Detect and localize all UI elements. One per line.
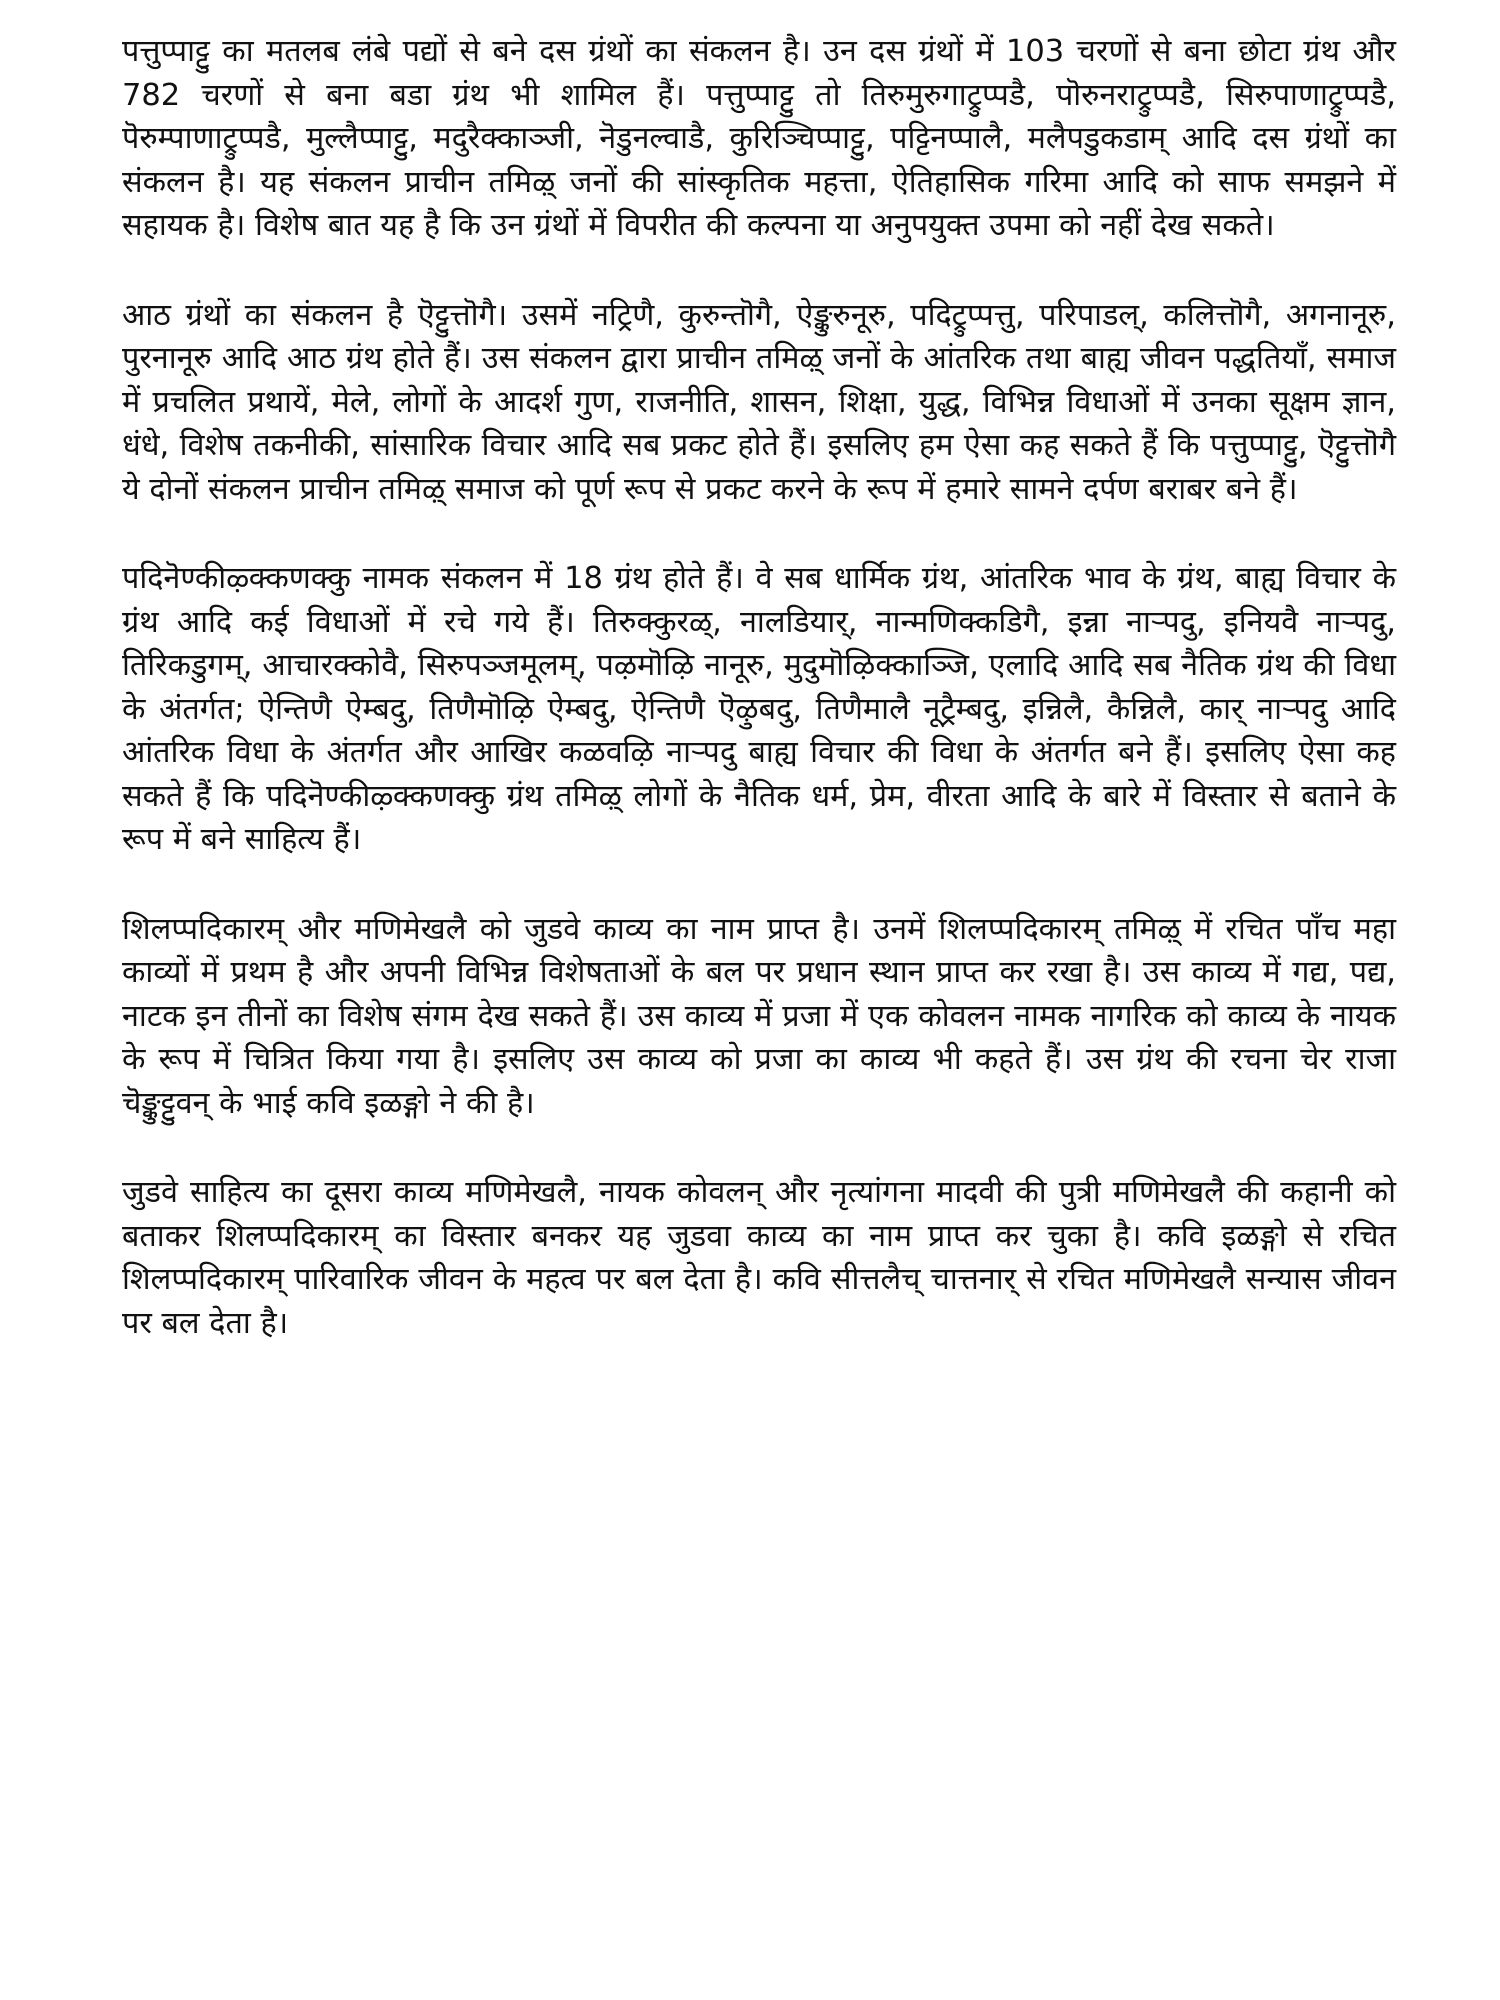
- paragraph-pattuppattu: पत्तुप्पाट्टु का मतलब लंबे पद्यों से बने दस ग्रंथों का संकलन है। उन दस ग्रंथों में 103 चरणों से बना छोटा ग्रंथ और 782 चरणों से बना बडा ग्रंथ भी शामिल हैं। पत्तुप्पाट्टु तो तिरुमुरुगाट्रुप्पडै, पॊरुनराट्रुप्पडै, सिरुपाणाट्रुप्पडै, पॆरुम्पाणाट्रुप्पडै, मुल्लैप्पाट्टु, मदुरैक्काञ्जी, नॆडुनल्वाडै, कुरिञ्चिप्पाट्टु, पट्टिनप्पालै, मलैपडुकडाम् आदि दस ग्रंथों का संकलन है। यह संकलन प्राचीन तमिऴ् जनों की सांस्कृतिक महत्ता, ऐतिहासिक गरिमा आदि को साफ समझने में सहायक है। विशेष बात यह है कि उन ग्रंथों में विपरीत की कल्पना या अनुपयुक्त उपमा को नहीं देख सकते।: [122, 34, 1396, 243]
- paragraph-silappadikaram: शिलप्पदिकारम् और मणिमेखलै को जुडवे काव्य का नाम प्राप्त है। उनमें शिलप्पदिकारम् तमिऴ् में रचित पाँच महा काव्यों में प्रथम है और अपनी विभिन्न विशेषताओं के बल पर प्रधान स्थान प्राप्त कर रखा है। उस काव्य में गद्य, पद्य, नाटक इन तीनों का विशेष संगम देख सकते हैं। उस काव्य में प्रजा में एक कोवलन नामक नागरिक को काव्य के नायक के रूप में चित्रित किया गया है। इसलिए उस काव्य को प्रजा का काव्य भी कहते हैं। उस ग्रंथ की रचना चेर राजा चॆङ्कुट्टुवन् के भाई कवि इळङ्गो ने की है।: [122, 911, 1396, 1121]
- paragraph-padinenkilkanakku: पदिनॆण्कीऴ्क्कणक्कु नामक संकलन में 18 ग्रंथ होते हैं। वे सब धार्मिक ग्रंथ, आंतरिक भाव के ग्रंथ, बाह्य विचार के ग्रंथ आदि कई विधाओं में रचे गये हैं। तिरुक्कुरळ्, नालडियार्, नान्मणिक्कडिगै, इन्ना नाऱ्पदु, इनियवै नाऱ्पदु, तिरिकडुगम्, आचारक्कोवै, सिरुपञ्जमूलम्, पऴमॊऴि नानूरु, मुदुमॊऴिक्काञ्जि, एलादि आदि सब नैतिक ग्रंथ की विधा के अंतर्गत; ऐन्तिणै ऐम्बदु, तिणैमॊऴि ऐम्बदु, ऐन्तिणै ऎऴुबदु, तिणैमालै नूट्रैम्बदु, इन्निलै, कैन्निलै, कार् नाऱ्पदु आदि आंतरिक विधा के अंतर्गत और आखिर कळवऴि नाऱ्पदु बाह्य विचार की विधा के अंतर्गत बने हैं। इसलिए ऐसा कह सकते हैं कि पदिनॆण्कीऴ्क्कणक्कु ग्रंथ तमिऴ् लोगों के नैतिक धर्म, प्रेम, वीरता आदि के बारे में विस्तार से बताने के रूप में बने साहित्य हैं।: [122, 561, 1396, 857]
- document-page: [122, 30, 1396, 1345]
- paragraph-ettuttogai: आठ ग्रंथों का संकलन है ऎट्टुत्तॊगै। उसमें नट्रिणै, कुरुन्तॊगै, ऐङ्कुरुनूरु, पदिट्रुप्पत्तु, परिपाडल्, कलित्तॊगै, अगनानूरु, पुरनानूरु आदि आठ ग्रंथ होते हैं। उस संकलन द्वारा प्राचीन तमिऴ् जनों के आंतरिक तथा बाह्य जीवन पद्धतियाँ, समाज में प्रचलित प्रथायें, मेले, लोगों के आदर्श गुण, राजनीति, शासन, शिक्षा, युद्ध, विभिन्न विधाओं में उनका सूक्षम ज्ञान, धंधे, विशेष तकनीकी, सांसारिक विचार आदि सब प्रकट होते हैं। इसलिए हम ऐसा कह सकते हैं कि पत्तुप्पाट्टु, ऎट्टुत्तॊगै ये दोनों संकलन प्राचीन तमिऴ् समाज को पूर्ण रूप से प्रकट करने के रूप में हमारे सामने दर्पण बराबर बने हैं।: [122, 297, 1396, 507]
- paragraph-manimekalai: जुडवे साहित्य का दूसरा काव्य मणिमेखलै, नायक कोवलन् और नृत्यांगना मादवी की पुत्री मणिमेखलै की कहानी को बताकर शिलप्पदिकारम् का विस्तार बनकर यह जुडवा काव्य का नाम प्राप्त कर चुका है। कवि इळङ्गो से रचित शिलप्पदिकारम् पारिवारिक जीवन के महत्व पर बल देता है। कवि सीत्तलैच् चात्तनार् से रचित मणिमेखलै सन्यास जीवन पर बल देता है।: [122, 1175, 1396, 1341]
